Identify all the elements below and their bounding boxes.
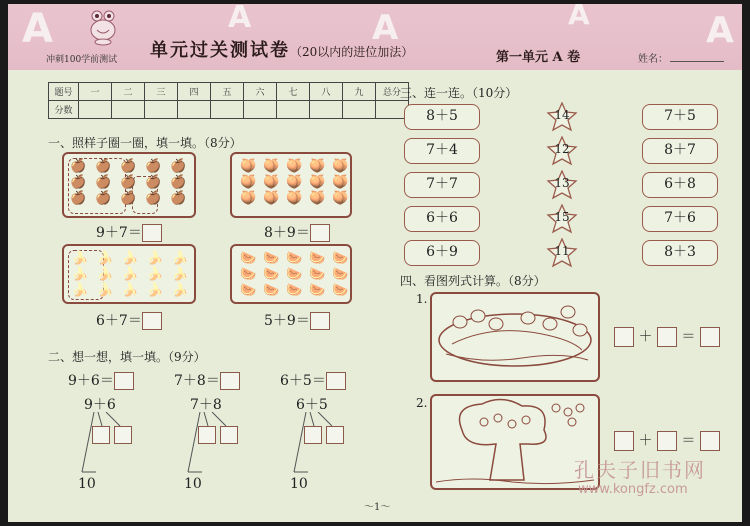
watermark-text: 孔夫子旧书网 — [574, 458, 706, 482]
banana-icon: 🍌 — [97, 251, 114, 266]
answer-box[interactable] — [220, 426, 238, 444]
apple-icon: 🍎 — [70, 191, 87, 206]
problem-number: 2. — [416, 396, 428, 410]
star-number: 11 — [554, 244, 570, 258]
apple-icon: 🍎 — [95, 175, 112, 190]
peach-grid — [240, 160, 352, 205]
apple-icon: 🍎 — [145, 191, 162, 206]
section2-equation: 6＋5＝ — [280, 370, 346, 390]
section4-equation: ＋ ＝ — [614, 326, 720, 347]
frogs-on-pond-picture — [430, 292, 600, 382]
answer-box[interactable] — [114, 372, 134, 390]
apple-icon: 🍎 — [145, 159, 162, 174]
watermelon-slice-icon: 🍉 — [286, 267, 303, 282]
apple-icon: 🍎 — [95, 159, 112, 174]
brand-label: 冲刺100学前测试 — [46, 55, 118, 65]
answer-box[interactable] — [326, 372, 346, 390]
split-lines — [174, 412, 254, 476]
watermelon-slice-icon: 🍉 — [263, 283, 280, 298]
star-number: 14 — [554, 108, 570, 122]
problem-number: 1. — [416, 292, 428, 306]
answer-box[interactable] — [310, 312, 330, 330]
answer-box[interactable] — [700, 327, 720, 347]
make-ten-diagram — [68, 394, 148, 494]
answer-box[interactable] — [614, 327, 634, 347]
section2-title: 二、想一想，填一填。（9分） — [48, 350, 206, 364]
peach-icon: 🍑 — [263, 175, 280, 190]
peach-picture — [230, 152, 352, 218]
answer-box[interactable] — [114, 426, 132, 444]
peach-icon: 🍑 — [263, 159, 280, 174]
split-expression: 9＋6 — [84, 397, 116, 413]
match-left-expression[interactable]: 8＋5 — [404, 104, 480, 130]
banana-icon: 🍌 — [122, 267, 139, 282]
peach-icon: 🍑 — [309, 191, 326, 206]
watermelon-slice-icon: 🍉 — [286, 251, 303, 266]
match-star-answer[interactable] — [546, 136, 578, 166]
split-lines — [280, 412, 360, 476]
peach-icon: 🍑 — [309, 175, 326, 190]
watermelon-slice-icon: 🍉 — [240, 267, 257, 282]
peach-icon: 🍑 — [332, 175, 349, 190]
match-right-expression[interactable]: 8＋3 — [642, 240, 718, 266]
star-number: 15 — [554, 210, 570, 224]
banana-icon: 🍌 — [172, 267, 189, 282]
ten-label: 10 — [290, 476, 308, 492]
watermelon-slice-icon: 🍉 — [286, 283, 303, 298]
section2-equation: 7＋8＝ — [174, 370, 240, 390]
section1-title: 一、照样子圈一圈，填一填。（8分） — [48, 136, 242, 150]
watermelon-slice-icon: 🍉 — [332, 251, 349, 266]
section3-title: 三、连一连。（10分） — [400, 86, 518, 100]
apple-icon: 🍎 — [120, 191, 137, 206]
frogs-illustration — [432, 294, 598, 380]
answer-box[interactable] — [326, 426, 344, 444]
watermelon-slice-icon: 🍉 — [309, 251, 326, 266]
section4-title: 四、看图列式计算。（8分） — [400, 274, 546, 288]
header-decoration-letter: A — [372, 8, 399, 48]
frog-mascot-icon — [88, 8, 118, 46]
apple-icon: 🍎 — [120, 175, 137, 190]
header-decoration-letter: A — [568, 4, 590, 31]
answer-box[interactable] — [92, 426, 110, 444]
match-left-expression[interactable]: 7＋7 — [404, 172, 480, 198]
make-ten-diagram — [174, 394, 254, 494]
banana-icon: 🍌 — [72, 267, 89, 282]
answer-box[interactable] — [614, 431, 634, 451]
banana-icon: 🍌 — [72, 283, 89, 298]
banana-icon: 🍌 — [122, 283, 139, 298]
match-right-expression[interactable]: 7＋6 — [642, 206, 718, 232]
answer-box[interactable] — [142, 312, 162, 330]
watermelon-slice-icon: 🍉 — [309, 267, 326, 282]
watermelon-slice-icon: 🍉 — [240, 251, 257, 266]
score-table — [48, 82, 409, 119]
watermelon-slice-icon: 🍉 — [309, 283, 326, 298]
apple-grid — [70, 160, 192, 205]
match-star-answer[interactable] — [546, 238, 578, 268]
ten-label: 10 — [184, 476, 202, 492]
banana-icon: 🍌 — [97, 283, 114, 298]
answer-box[interactable] — [220, 372, 240, 390]
apple-icon: 🍎 — [70, 159, 87, 174]
banana-icon: 🍌 — [172, 251, 189, 266]
apple-icon: 🍎 — [170, 175, 187, 190]
watermelon-slice-icon: 🍉 — [240, 283, 257, 298]
banana-icon: 🍌 — [97, 267, 114, 282]
apple-icon: 🍎 — [145, 175, 162, 190]
section1-equation: 8＋9＝ — [264, 222, 330, 242]
match-star-answer[interactable] — [546, 204, 578, 234]
watermelon-slice-icon: 🍉 — [332, 267, 349, 282]
peach-icon: 🍑 — [286, 175, 303, 190]
peach-icon: 🍑 — [240, 159, 257, 174]
apple-picture — [62, 152, 196, 218]
answer-box[interactable] — [310, 224, 330, 242]
section1-equation: 9＋7＝ — [96, 222, 162, 242]
page-number: ～1～ — [364, 502, 391, 513]
header-decoration-letter: A — [22, 6, 53, 52]
banana-icon: 🍌 — [72, 251, 89, 266]
match-left-expression[interactable]: 6＋9 — [404, 240, 480, 266]
header-band — [8, 4, 742, 70]
apple-icon: 🍎 — [170, 159, 187, 174]
banana-grid — [72, 252, 194, 297]
banana-icon: 🍌 — [172, 283, 189, 298]
header-decoration-letter: A — [706, 10, 734, 51]
match-right-expression[interactable]: 8＋7 — [642, 138, 718, 164]
watermark-url: www.kongfz.com — [578, 482, 688, 497]
peach-icon: 🍑 — [263, 191, 280, 206]
unit-label: 第一单元 A 卷 — [496, 50, 581, 65]
match-right-expression[interactable]: 6＋8 — [642, 172, 718, 198]
answer-box[interactable] — [657, 327, 677, 347]
peach-icon: 🍑 — [332, 191, 349, 206]
make-ten-diagram — [280, 394, 360, 494]
apple-icon: 🍎 — [70, 175, 87, 190]
banana-icon: 🍌 — [147, 267, 164, 282]
apple-icon: 🍎 — [95, 191, 112, 206]
split-lines — [68, 412, 148, 476]
match-star-answer[interactable] — [546, 170, 578, 200]
watermelon-grid — [240, 252, 352, 297]
ten-label: 10 — [78, 476, 96, 492]
answer-box[interactable] — [198, 426, 216, 444]
match-star-answer[interactable] — [546, 102, 578, 132]
watermelon-slice-icon: 🍉 — [263, 267, 280, 282]
peach-icon: 🍑 — [309, 159, 326, 174]
peach-icon: 🍑 — [286, 191, 303, 206]
worksheet-page — [8, 4, 742, 522]
score-table-score-row: 分数 — [49, 101, 409, 119]
apple-icon: 🍎 — [120, 159, 137, 174]
peach-icon: 🍑 — [332, 159, 349, 174]
watermelon-picture — [230, 244, 352, 304]
match-left-expression[interactable]: 6＋6 — [404, 206, 480, 232]
section2-equation: 9＋6＝ — [68, 370, 134, 390]
worksheet-title: 单元过关测试卷（20以内的进位加法） — [150, 40, 414, 61]
star-number: 13 — [554, 176, 570, 190]
header-decoration-letter: A — [228, 4, 252, 35]
banana-icon: 🍌 — [147, 251, 164, 266]
peach-icon: 🍑 — [286, 159, 303, 174]
score-table-header-row: 题号 一 二 三 四 五 六 七 八 九 总分 — [49, 83, 409, 101]
section1-equation: 5＋9＝ — [264, 310, 330, 330]
watermelon-slice-icon: 🍉 — [332, 283, 349, 298]
match-right-expression[interactable]: 7＋5 — [642, 104, 718, 130]
banana-icon: 🍌 — [122, 251, 139, 266]
answer-box[interactable] — [700, 431, 720, 451]
peach-icon: 🍑 — [240, 191, 257, 206]
answer-box[interactable] — [142, 224, 162, 242]
peach-icon: 🍑 — [240, 175, 257, 190]
section4-equation: ＋ ＝ — [614, 430, 720, 451]
answer-box[interactable] — [657, 431, 677, 451]
split-expression: 6＋5 — [296, 397, 328, 413]
match-left-expression[interactable]: 7＋4 — [404, 138, 480, 164]
watermelon-slice-icon: 🍉 — [263, 251, 280, 266]
banana-icon: 🍌 — [147, 283, 164, 298]
section1-equation: 6＋7＝ — [96, 310, 162, 330]
name-field[interactable]: 姓名： — [638, 50, 724, 65]
apple-icon: 🍎 — [170, 191, 187, 206]
banana-picture — [62, 244, 196, 304]
star-number: 12 — [554, 142, 570, 156]
split-expression: 7＋8 — [190, 397, 222, 413]
answer-box[interactable] — [304, 426, 322, 444]
